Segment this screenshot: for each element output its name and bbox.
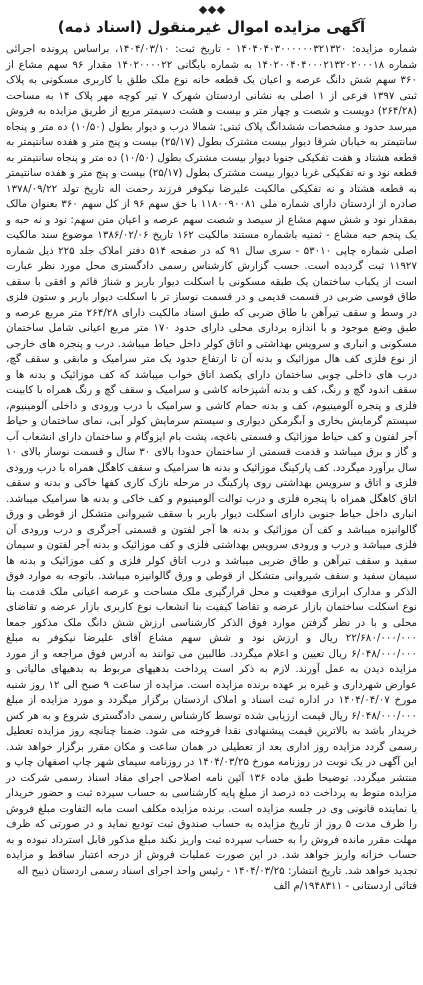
notice-body: شماره مزایده: ۱۴۰۴۰۴۰۳۰۰۰۰۰۰۳۲۱۳۲۰ - تاریخ ثبت: ۱۴۰۴/۰۳/۱۰، براساس پرونده اجرائی شماره ۱۴۰۲۰۰۴۰۴۰۰۰۲۱۳۲۰۲۰۰۰۱۸ به شماره بایگانی ۱۴۰۲۰۰۰۰۲۲ مقدار ۹۶ سهم مشاع از ۳۶۰ سهم شش دانگ عرصه و اعیان یک قطعه خانه نوع ملک طلق با کاربری مسکونی به پلاک ثبتی ۱۳۹۷ فرعی از ۱ اصلی به نشانی اردستان شهرک ۷ تیر کوچه مهر پلاک ۱۴ به مساحت (۲۶۴/۲۸) دویست و شصت و چهار متر و بیست و هشت دسیمتر مربع از طریق مزایده به فروش میرسد حدود و مشخصات ششدانگ پلاک ثبتی: شمالا درب و دیوار بطول (۱۰/۵۰) ده متر و پنجاه سانتیمتر به خیابان شرقا دیوار بیست مشترک بطول (۲۵/۱۷) بیست و پنج متر و هفده سانتیمتر به قطعه هشتاد و هفت تفکیکی جنوبا دیوار بیست مشترک بطول (۱۰/۵۰) ده متر و پنجاه سانتیمتر به قطعه نود و نه تفکیکی غربا دیوار بیست مشترک بطول (۲۵/۱۷) بیست و پنج متر و هفده سانتیمتر به قطعه هشتاد و نه تفکیکی مالکیت علیرضا نیکوفر فرزند رحمت اله تاریخ تولد ۱۳۷۸/۰۹/۲۲ صادره از اردستان دارای شماره ملی ۱۱۸۰۰۹۰۰۸۱ با حق سهم ۹۶ از کل سهم ۳۶۰ بعنوان مالک بمقدار نود و شش سهم مشاع از سیصد و شصت سهم عرصه و اعیان متن سهم: نود و نه حبه و یک پنجم حبه مشاع - ثمنیه باشماره مستند مالکیت ۱۶۲ تاریخ ۱۳۸۶/۰۲/۰۶ موضوع سند مالکیت اصلی شماره چاپی ۵۳۰۱۰ - سری سال ۹۱ که در صفحه ۵۱۴ دفتر املاک جلد ۲۲۵ ذیل شماره ۱۱۹۲۷ ثبت گردیده است. حسب گزارش کارشناس رسمی دادگستری محل مورد نظر عبارت است از یکباب ساختمان یک طبقه مسکونی با اسکلت دیوار باربر و شناژ قائم و افقی با سقف طاق قوسی ضربی در قسمت قدیمی و در قسمت نوساز تر با اسکلت دیوار باربر و ستون فلزی در وسط و سقف تیرآهن با طاق ضربی که طبق اسناد مالکیت دارای ۲۶۴/۲۸ متر مربع عرصه و طبق وضع موجود و با اندازه برداری محلی دارای حدود ۱۷۰ متر مربع اعیانی شامل ساختمان مسکونی و انباری و سرویس بهداشتی و اتاق کولر داخل حیاط میباشد. درب و پنجره های خارجی از نوع فلزی کف هال موزائیک و بدنه آن تا ارتفاع حدود یک متر سرامیک و مابقی و سقف گچ، درب های داخلی چوبی ساختمان دارای یکصد اتاق خواب میباشد که کف موزائیک و بدنه ها و سقف اندود گچ و رنگ، کف و بدنه آشپزخانه کاشی و سرامیک و سقف گچ و رنگ همراه با کابینت فلزی و پنجره آلومینیوم، کف و بدنه حمام کاشی و سرامیک با درب ورودی و داخلی آلومینیوم، سیستم گرمایش بخاری و آبگرمکن دیواری و سیستم سرمایش کولر آبی، نمای ساختمان و حیاط آجر لفتون و کف حیاط موزائیک و قسمتی باغچه، پشت بام ایزوگام و ساختمان دارای انشعاب آب و گاز و برق میباشد و قدمت قسمتی از ساختمان حدودا بالای ۳۰ سال و قسمت نوساز بالای ۱۰ سال برآورد میگردد. کف پارکینگ موزائیک و بدنه ها سرامیک و سقف کاهگل همراه با درب ورودی فلزی و اتاق و سرویس بهداشتی روی پارکینگ در مرحله نازک کاری کفها خاکی و بدنه و سقف اتاق کاهگل همراه با پنجره فلزی و درب توالت آلومینیوم و کف خاکی و بدنه ها سرامیک میباشد. انباری داخل حیاط جنوبی دارای اسکلت دیوار باربر با سقف شیروانی متشکل از قوطی و ورق گالوانیزه میباشد و کف آن موزائیک و بدنه ها آجر لفتون و قسمتی آجرگری و درب ورودی آن فلزی میباشد و درب و ورودی سرویس بهداشتی فلزی و کف موزائیک و بدنه آجر لفتون و سیمان سفید و سقف تیرآهن و طاق ضربی میباشد و درب اتاق کولر فلزی و کف موزائیک و بدنه ها سیمان سفید و سقف شیروانی متشکل از قوطی و ورق گالوانیزه میباشد. باتوجه به موارد فوق الذکر و مدارک ابرازی موقعیت و محل قرارگیری ملک مساحت و عرصه اعیانی ملک قدمت بنا نوع اسکلت ساختمان بازار عرضه و تقاضا کیفیت بنا انشعاب نوع کاربری بازار عرضه و تقاضای محلی و با در نظر گرفتن موارد فوق الذکر کارشناسی ارزش شش دانگ ملک مذکور جمعا ۲۲/۶۸۰/۰۰۰/۰۰۰ ریال و ارزش نود و شش سهم مشاع آقای علیرضا نیکوفر به مبلغ ۶/۰۴۸/۰۰۰/۰۰۰ ریال تعیین و اعلام میگردد. طالبین می توانند به آدرس فوق مراجعه و از مورد مزایده دیدن به عمل آورند. لازم به ذکر است پرداخت بدهیهای مربوط به بدهیهای مالیاتی و عوارض شهرداری و غیره بر عهده برنده مزایده است. مزایده از ساعت ۹ صبح الی ۱۲ روز شنبه مورخ ۱۴۰۴/۰۴/۰۷ در اداره ثبت اسناد و املاک اردستان برگزار میگردد و مورد مزایده از مبلغ ۶/۰۴۸/۰۰۰/۰۰۰ ریال قیمت ارزیابی شده توسط کارشناس رسمی دادگستری شروع و به هر کس خریدار باشد به بالاترین قیمت پیشنهادی نقدا فروخته می شود. ضمنا چنانچه روز مزایده تعطیل رسمی گردد مزایده روز اداری بعد از تعطیلی در همان ساعت و مکان مقرر برگزار خواهد شد. این آگهی در یک نوبت در روزنامه مورخ ۱۴۰۴/۰۳/۲۵ در روزنامه سیمای شهر چاپ اصفهان چاپ و منتشر میگردد. توضیحا طبق ماده ۱۳۶ آئین نامه اصلاحی اجرای مفاد اسناد رسمی شرکت در مزایده منوط به پرداخت ده درصد از مبلغ پایه کارشناسی به حساب سپرده ثبت و حضور خریدار یا نماینده قانونی وی در جلسه مزایده است. برنده مزایده مکلف است مابه التفاوت مبلغ فروش را ظرف مدت ۵ روز از تاریخ مزایده به حساب صندوق ثبت توديع نمايد و در صورتی که ظرف مهلت مقرر مانده فروش را به حساب سپرده ثبت واریز نکند مبلغ مذکور قابل استرداد نبوده و به حساب خزانه واریز خواهد شد. در این صورت عملیات فروش از درجه اعتبار ساقط و مزایده تجدید خواهد شد. تاریخ انتشار: ۱۴۰۴/۰۳/۲۵ - رئیس واحد اجرای اسناد رسمی اردستان ذبیح اله <box>6 43 418 877</box>
diamond-ornament-icon <box>207 6 215 14</box>
diamond-ornament-icon <box>216 6 224 14</box>
diamond-ornament-icon <box>198 6 206 14</box>
header-ornament <box>6 6 417 14</box>
notice-signature: فتائی اردستانی - ۱۹۴۸۳۱۱/م الف <box>273 880 417 892</box>
notice-title: آگهی مزایده اموال غیرمنقول (اسناد ذمه) <box>57 18 366 36</box>
